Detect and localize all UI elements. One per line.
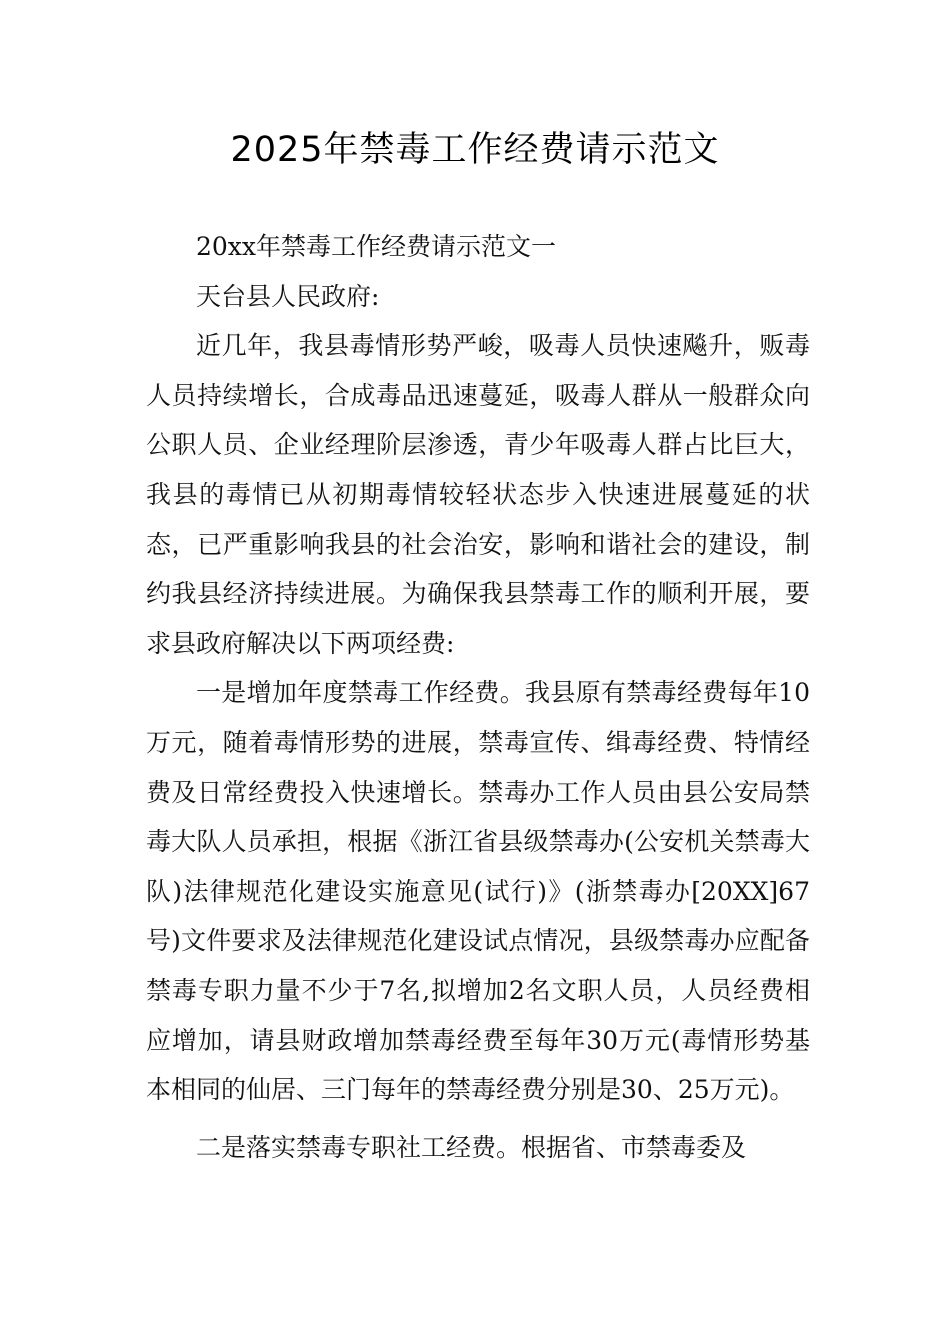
body-paragraph-item-two: 二是落实禁毒专职社工经费。根据省、市禁毒委及 [196,1132,747,1162]
document-body [146,222,810,1172]
document-title: 2025年禁毒工作经费请示范文 [230,130,720,170]
body-paragraph-item-one: 一是增加年度禁毒工作经费。我县原有禁毒经费每年10万元，随着毒情形势的进展，禁毒宣传、缉毒经费、特情经费及日常经费投入快速增长。禁毒办工作人员由县公安局禁毒大队人员承担，根据《浙江省县级禁毒办(公安机关禁毒大队)法律规范化建设实施意见(试行)》(浙禁毒办[20XX]67号)文件要求及法律规范化建设试点情况，县级禁毒办应配备禁毒专职力量不少于7名,拟增加2名文职人员，人员经费相应增加，请县财政增加禁毒经费至每年30万元(毒情形势基本相同的仙居、三门每年的禁毒经费分别是30、25万元)。 [146,678,810,1105]
section-heading: 20xx年禁毒工作经费请示范文一 [196,232,557,261]
addressee: 天台县人民政府: [196,281,380,311]
body-paragraph-intro: 近几年，我县毒情形势严峻，吸毒人员快速飚升，贩毒人员持续增长，合成毒品迅速蔓延，吸毒人群从一般群众向公职人员、企业经理阶层渗透，青少年吸毒人群占比巨大，我县的毒情已从初期毒情较轻状态步入快速进展蔓延的状态，已严重影响我县的社会治安，影响和谐社会的建设，制约我县经济持续进展。为确保我县禁毒工作的顺利开展，要求县政府解决以下两项经费: [146,331,810,658]
